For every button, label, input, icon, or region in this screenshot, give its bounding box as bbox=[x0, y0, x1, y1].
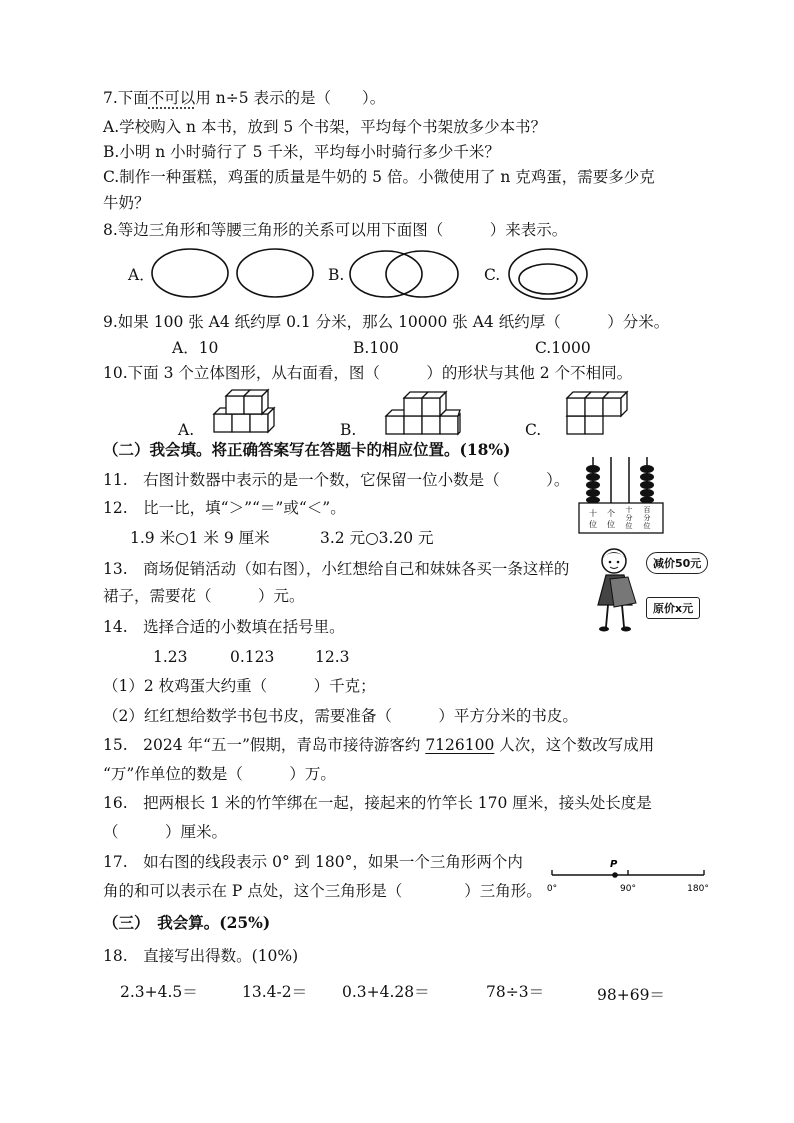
ellipse-inner bbox=[519, 264, 577, 294]
q15-line1 bbox=[103, 735, 654, 755]
q9-option-b: B.100 bbox=[353, 339, 399, 357]
abacus-beads bbox=[586, 465, 654, 504]
q8-diagram-a bbox=[150, 248, 320, 300]
section-2-heading: （二）我会填。将正确答案写在答题卡的相应位置。(18%) bbox=[103, 440, 511, 459]
q8-stem: 8.等边三角形和等腰三角形的关系可以用下面图（ ）来表示。 bbox=[103, 221, 568, 239]
q18-item-3: 0.3+4.28＝ bbox=[342, 983, 430, 1001]
q10-option-a: A. bbox=[178, 421, 195, 439]
q7-stem-b: 用 n÷5 表示的是（ ）。 bbox=[195, 89, 386, 107]
q12-stem: 12. 比一比，填“＞”“＝”或“＜”。 bbox=[103, 499, 346, 517]
q13-line1: 13. 商场促销活动（如右图），小红想给自己和妹妹各买一条这样的 bbox=[103, 560, 570, 578]
q8-diagram-b bbox=[348, 248, 478, 300]
q7-stem-a: 7.下面 bbox=[103, 89, 149, 107]
abacus-counter bbox=[579, 455, 663, 535]
svg-text:位: 位 bbox=[625, 522, 633, 530]
q14-number-3: 12.3 bbox=[315, 648, 350, 666]
q11-stem: 11. 右图计数器中表示的是一个数，它保留一位小数是（ ）。 bbox=[103, 471, 570, 489]
q18-item-1: 2.3+4.5＝ bbox=[120, 983, 198, 1001]
q9-option-a: A．10 bbox=[172, 339, 219, 357]
girl-illustration bbox=[588, 547, 646, 633]
q15-visitor-number: 7126100 bbox=[425, 736, 495, 754]
q8-diagram-c bbox=[506, 247, 590, 301]
original-price-tag: 原价x元 bbox=[646, 597, 700, 619]
point-p-marker bbox=[612, 872, 618, 878]
discount-tag: 减价50元 bbox=[646, 552, 708, 574]
q14-stem: 14. 选择合适的小数填在括号里。 bbox=[103, 618, 345, 636]
q15-line2: “万”作单位的数是（ ）万。 bbox=[103, 765, 336, 783]
point-p-label: P bbox=[610, 859, 618, 870]
q10-option-c: C. bbox=[525, 421, 542, 439]
q7-stem-emphasis: 不可以 bbox=[148, 89, 196, 107]
q12-pair-2: 3.2 元○3.20 元 bbox=[320, 529, 434, 547]
q15-line1-b: 人次，这个数改写成用 bbox=[494, 736, 655, 754]
svg-text:位: 位 bbox=[607, 520, 615, 529]
q7-option-b: B.小明 n 小时骑行了 5 千米，平均每小时骑行多少千米？ bbox=[103, 143, 500, 161]
q7-stem bbox=[103, 88, 385, 108]
q15-line1-a: 15. 2024 年“五一”假期，青岛市接待游客约 bbox=[103, 736, 426, 754]
q7-option-c-line1: C.制作一种蛋糕，鸡蛋的质量是牛奶的 5 倍。小微使用了 n 克鸡蛋，需要多少克 bbox=[103, 168, 655, 186]
q14-number-1: 1.23 bbox=[153, 648, 188, 666]
label-tenths: 十 bbox=[625, 506, 633, 514]
tick-0: 0° bbox=[546, 884, 558, 894]
label-hundredths: 百 bbox=[643, 506, 651, 514]
q8-option-a-label: A． bbox=[128, 266, 155, 284]
q13-line2: 裙子，需要花（ ）元。 bbox=[103, 587, 305, 605]
ellipse-left bbox=[152, 249, 228, 297]
q8-option-b-label: B. bbox=[328, 266, 345, 284]
q7-option-c-line2: 牛奶？ bbox=[103, 194, 150, 212]
svg-text:分: 分 bbox=[625, 514, 633, 522]
q10-stem: 10.下面 3 个立体图形，从右面看，图（ ）的形状与其他 2 个不相同。 bbox=[103, 364, 633, 382]
q7-option-a: A.学校购入 n 本书，放到 5 个书架，平均每个书架放多少本书？ bbox=[103, 118, 547, 136]
q16-line2: （ ）厘米。 bbox=[103, 823, 228, 841]
tick-180: 180° bbox=[687, 884, 709, 894]
ellipse-right bbox=[237, 249, 313, 297]
q9-option-c: C.1000 bbox=[535, 339, 591, 357]
q9-stem: 9.如果 100 张 A4 纸约厚 0.1 分米，那么 10000 张 A4 纸约厚（ ）分米。 bbox=[103, 313, 670, 331]
tick-90: 90° bbox=[620, 884, 636, 894]
cube-figure-c bbox=[565, 392, 629, 438]
q16-line1: 16. 把两根长 1 米的竹竿绑在一起，接起来的竹竿长 170 厘米，接头处长度是 bbox=[103, 794, 652, 812]
q17-line1: 17. 如右图的线段表示 0° 到 180°，如果一个三角形两个内 bbox=[103, 853, 523, 871]
q18-item-2: 13.4-2＝ bbox=[242, 983, 308, 1001]
q14-number-2: 0.123 bbox=[230, 648, 275, 666]
cube-figure-a bbox=[212, 390, 274, 438]
label-ones: 个 bbox=[607, 509, 615, 518]
q18-item-5: 98+69＝ bbox=[597, 986, 665, 1004]
q10-option-b: B. bbox=[340, 421, 357, 439]
q18-stem: 18. 直接写出得数。(10%) bbox=[103, 947, 299, 965]
angle-number-line bbox=[548, 855, 712, 897]
q12-pair-1: 1.9 米○1 米 9 厘米 bbox=[130, 529, 270, 547]
svg-text:位: 位 bbox=[643, 522, 651, 530]
cube-figure-b bbox=[384, 392, 460, 440]
q8-option-c-label: C. bbox=[484, 266, 501, 284]
label-tens: 十 bbox=[589, 509, 597, 518]
svg-text:位: 位 bbox=[589, 520, 597, 529]
q14-sub-1: （1）2 枚鸡蛋大约重（ ）千克； bbox=[103, 677, 376, 695]
q14-sub-2: （2）红红想给数学书包书皮，需要准备（ ）平方分米的书皮。 bbox=[103, 707, 578, 725]
svg-text:分: 分 bbox=[643, 514, 651, 522]
section-3-heading: （三） 我会算。(25%) bbox=[103, 913, 271, 932]
q17-line2: 角的和可以表示在 P 点处，这个三角形是（ ）三角形。 bbox=[103, 882, 542, 900]
q18-item-4: 78÷3＝ bbox=[486, 983, 545, 1001]
